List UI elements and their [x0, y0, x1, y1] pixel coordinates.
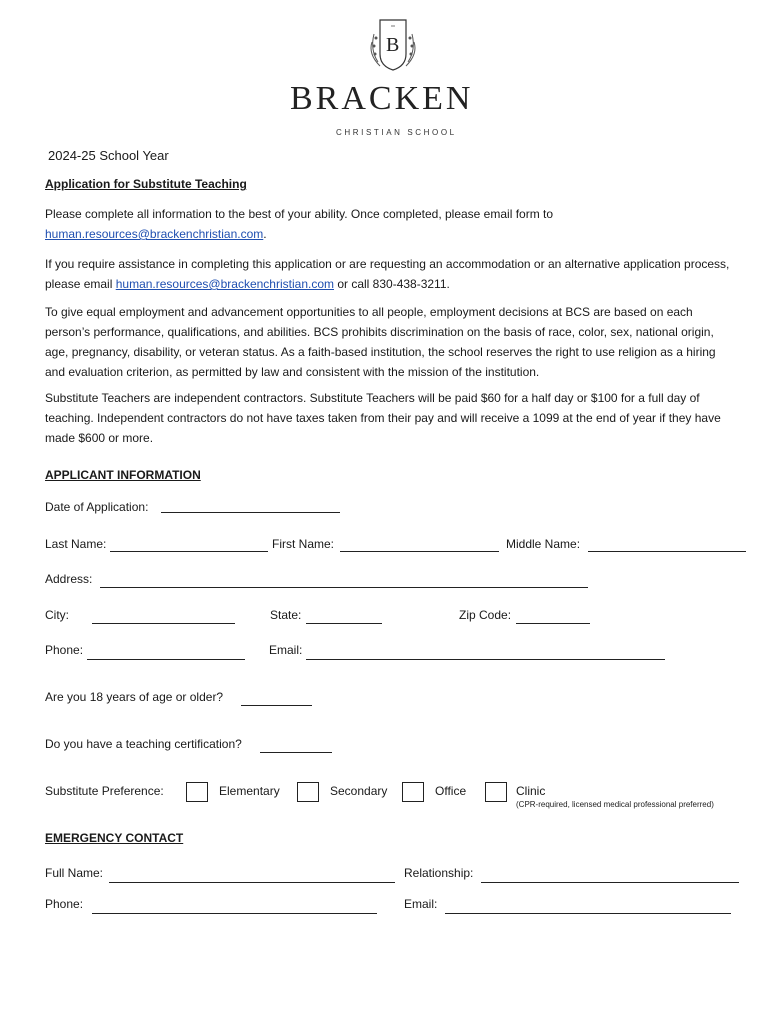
email-field[interactable] [306, 659, 665, 660]
contractor-paragraph: Substitute Teachers are independent contractors. Substitute Teachers will be paid $60 for a half day or $100 for a full day of teaching. Independent contractors do not have taxes taken from their pay and will receive a 1099 at the end of year if they have made $600 or more. [45, 391, 721, 445]
relationship-label: Relationship: [404, 866, 474, 880]
emergency-phone-label: Phone: [45, 897, 84, 911]
intro-paragraph-1: Please complete all information to the best of your ability. Once completed, please email form to human.resources@brackenchristian.com. [45, 207, 554, 241]
emergency-name-field[interactable] [109, 882, 395, 883]
zip-label: Zip Code: [459, 608, 512, 622]
elementary-label: Elementary [219, 784, 280, 798]
certification-field[interactable] [260, 752, 332, 753]
last-name-label: Last Name: [45, 537, 107, 551]
middle-name-label: Middle Name: [506, 537, 581, 551]
age-question: Are you 18 years of age or older? [45, 690, 224, 704]
emergency-name-label: Full Name: [45, 866, 104, 880]
first-name-field[interactable] [340, 551, 499, 552]
phone-label: Phone: [45, 643, 84, 657]
intro-paragraph-2: If you require assistance in completing this application or are requesting an accommodation or an alternative application process, please email human.resources@brackenchristian.com or call 830-438-3211. [45, 257, 730, 291]
email-label: Email: [269, 643, 303, 657]
eeo-paragraph: To give equal employment and advancement opportunities to all people, employment decisions at BCS are based on each person’s performance, qualifications, and abilities. BCS prohibits discrimination on the basis of race, color, sex, national origin, age, pregnancy, disability, or veteran status. As a faith-based institution, the school reserves the right to use religion as a hiring and evaluation criterion, as permitted by law and consistent with the mission of the institution. [45, 305, 716, 379]
date-label: Date of Application: [45, 500, 149, 514]
state-label: State: [270, 608, 302, 622]
hr-email-link-2[interactable]: human.resources@brackenchristian.com [115, 277, 334, 291]
certification-question: Do you have a teaching certification? [45, 737, 242, 751]
hr-email-link-1[interactable]: human.resources@brackenchristian.com [45, 227, 264, 241]
office-checkbox[interactable] [402, 782, 424, 802]
middle-name-field[interactable] [588, 551, 746, 552]
school-year: 2024-25 School Year [48, 148, 169, 163]
form-title: Application for Substitute Teaching [45, 177, 247, 191]
address-label: Address: [45, 572, 93, 586]
elementary-checkbox[interactable] [186, 782, 208, 802]
zip-field[interactable] [516, 623, 590, 624]
crest-letter: B [386, 34, 400, 56]
phone-field[interactable] [87, 659, 245, 660]
address-field[interactable] [100, 587, 588, 588]
clinic-note: (CPR-required, licensed medical professional preferred) [516, 800, 714, 809]
city-field[interactable] [92, 623, 235, 624]
emergency-heading: EMERGENCY CONTACT [45, 831, 184, 845]
emergency-phone-field[interactable] [92, 913, 377, 914]
clinic-checkbox[interactable] [485, 782, 507, 802]
school-subtitle: CHRISTIAN SCHOOL [336, 128, 457, 137]
date-field[interactable] [161, 512, 340, 513]
secondary-label: Secondary [330, 784, 388, 798]
emergency-email-label: Email: [404, 897, 438, 911]
last-name-field[interactable] [110, 551, 268, 552]
state-field[interactable] [306, 623, 382, 624]
first-name-label: First Name: [272, 537, 335, 551]
secondary-checkbox[interactable] [297, 782, 319, 802]
age-field[interactable] [241, 705, 312, 706]
relationship-field[interactable] [481, 882, 739, 883]
clinic-label: Clinic [516, 784, 546, 798]
applicant-heading: APPLICANT INFORMATION [45, 468, 201, 482]
office-label: Office [435, 784, 467, 798]
school-logo [0, 0, 770, 140]
city-label: City: [45, 608, 69, 622]
emergency-email-field[interactable] [445, 913, 731, 914]
preference-label: Substitute Preference: [45, 784, 164, 798]
school-name: BRACKEN [290, 80, 474, 117]
